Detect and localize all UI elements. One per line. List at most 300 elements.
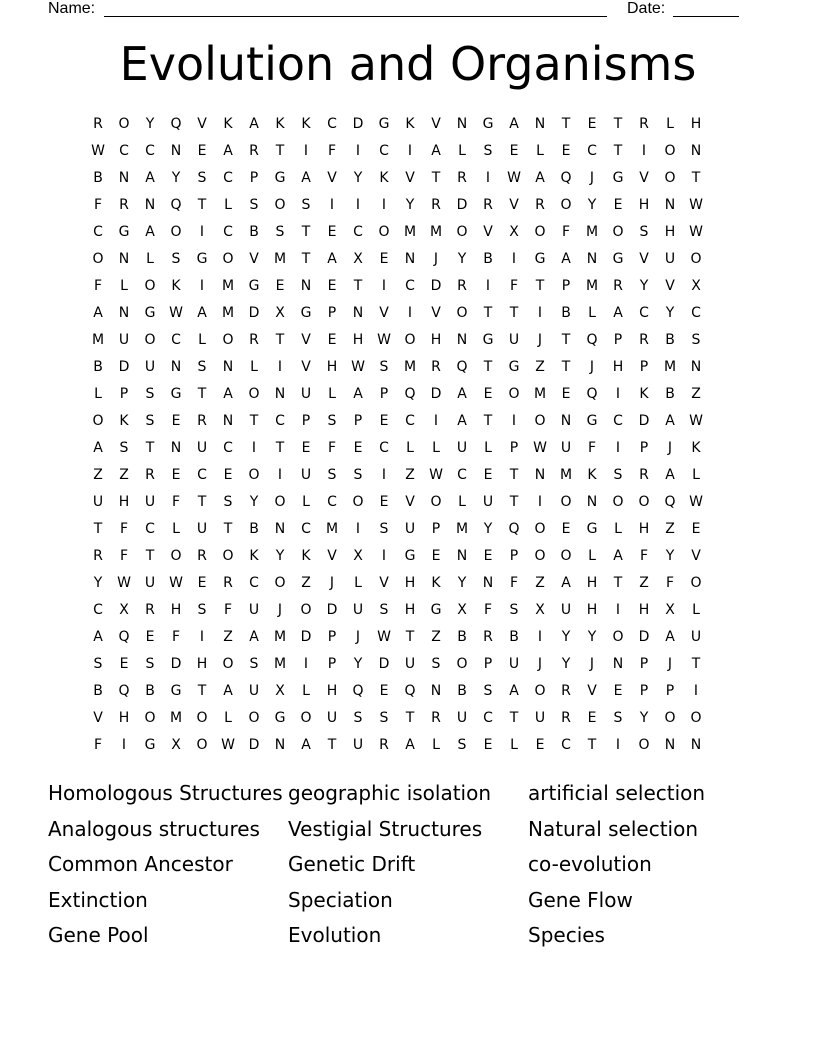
grid-letter: K bbox=[301, 116, 311, 132]
grid-letter: U bbox=[690, 629, 702, 645]
grid-letter: E bbox=[483, 386, 493, 402]
grid-letter: E bbox=[509, 143, 519, 159]
grid-letter: X bbox=[275, 683, 285, 699]
grid-letter: N bbox=[560, 413, 572, 429]
grid-letter: W bbox=[533, 440, 547, 456]
grid-letter: N bbox=[222, 359, 234, 375]
grid-letter: C bbox=[353, 224, 363, 240]
grid-letter: B bbox=[249, 224, 259, 240]
grid-letter: R bbox=[431, 197, 441, 213]
grid-letter: T bbox=[535, 278, 545, 294]
grid-letter: Z bbox=[93, 467, 103, 483]
grid-letter: M bbox=[455, 521, 469, 537]
grid-letter: D bbox=[248, 305, 260, 321]
grid-letter: A bbox=[613, 305, 623, 321]
grid-letter: T bbox=[509, 710, 519, 726]
grid-letter: C bbox=[275, 413, 285, 429]
grid-letter: L bbox=[250, 359, 258, 375]
word-list-item: Common Ancestor bbox=[48, 852, 233, 877]
grid-letter: V bbox=[639, 251, 649, 267]
grid-letter: L bbox=[458, 494, 466, 510]
grid-letter: S bbox=[327, 467, 337, 483]
grid-letter: O bbox=[612, 629, 624, 645]
grid-letter: V bbox=[379, 305, 389, 321]
grid-letter: A bbox=[145, 224, 155, 240]
grid-letter: B bbox=[457, 683, 467, 699]
grid-letter: A bbox=[535, 170, 545, 186]
grid-letter: V bbox=[327, 548, 337, 564]
grid-letter: D bbox=[638, 413, 650, 429]
grid-letter: F bbox=[509, 575, 519, 591]
grid-letter: G bbox=[274, 170, 286, 186]
grid-letter: W bbox=[377, 629, 391, 645]
grid-letter: G bbox=[508, 359, 520, 375]
grid-letter: I bbox=[693, 683, 699, 699]
grid-letter: Y bbox=[665, 305, 675, 321]
grid-letter: F bbox=[223, 602, 233, 618]
grid-letter: O bbox=[222, 332, 234, 348]
grid-letter: S bbox=[197, 170, 207, 186]
grid-letter: S bbox=[483, 143, 493, 159]
grid-letter: O bbox=[534, 548, 546, 564]
grid-letter: X bbox=[457, 602, 467, 618]
grid-letter: G bbox=[170, 683, 182, 699]
grid-letter: T bbox=[509, 494, 519, 510]
grid-letter: O bbox=[170, 224, 182, 240]
grid-letter: U bbox=[352, 602, 364, 618]
grid-letter: I bbox=[121, 737, 127, 753]
grid-letter: C bbox=[93, 602, 103, 618]
grid-row bbox=[85, 273, 735, 300]
grid-letter: J bbox=[433, 251, 439, 267]
grid-letter: T bbox=[275, 143, 285, 159]
grid-letter: J bbox=[589, 170, 595, 186]
grid-letter: H bbox=[586, 575, 598, 591]
word-list-item: Speciation bbox=[288, 887, 393, 912]
grid-letter: G bbox=[430, 602, 442, 618]
grid-letter: N bbox=[456, 116, 468, 132]
grid-letter: A bbox=[93, 305, 103, 321]
grid-letter: E bbox=[379, 413, 389, 429]
grid-letter: A bbox=[223, 143, 233, 159]
grid-letter: K bbox=[639, 386, 649, 402]
grid-letter: I bbox=[355, 521, 361, 537]
grid-letter: B bbox=[93, 170, 103, 186]
grid-letter: H bbox=[638, 602, 650, 618]
grid-letter: A bbox=[457, 386, 467, 402]
grid-letter: W bbox=[429, 467, 443, 483]
grid-letter: H bbox=[586, 602, 598, 618]
grid-letter: T bbox=[405, 629, 415, 645]
grid-letter: O bbox=[612, 494, 624, 510]
grid-letter: O bbox=[534, 413, 546, 429]
grid-letter: E bbox=[379, 494, 389, 510]
grid-letter: I bbox=[537, 629, 543, 645]
grid-letter: C bbox=[301, 521, 311, 537]
grid-letter: T bbox=[197, 494, 207, 510]
grid-letter: W bbox=[351, 359, 365, 375]
word-list-column bbox=[528, 776, 768, 954]
grid-letter: H bbox=[170, 602, 182, 618]
grid-letter: M bbox=[169, 710, 183, 726]
grid-letter: D bbox=[430, 278, 442, 294]
grid-row bbox=[85, 246, 735, 273]
grid-letter: O bbox=[664, 170, 676, 186]
word-list-column bbox=[288, 776, 528, 954]
grid-letter: W bbox=[689, 224, 703, 240]
grid-letter: F bbox=[665, 575, 675, 591]
grid-letter: P bbox=[639, 683, 649, 699]
grid-letter: N bbox=[456, 332, 468, 348]
grid-letter: O bbox=[404, 332, 416, 348]
grid-letter: U bbox=[508, 332, 520, 348]
grid-letter: E bbox=[483, 548, 493, 564]
grid-letter: T bbox=[301, 224, 311, 240]
grid-letter: I bbox=[251, 440, 257, 456]
grid-letter: M bbox=[559, 467, 573, 483]
grid-letter: U bbox=[144, 494, 156, 510]
grid-letter: H bbox=[612, 359, 624, 375]
grid-letter: E bbox=[613, 683, 623, 699]
grid-letter: Q bbox=[118, 683, 130, 699]
grid-letter: Y bbox=[457, 575, 467, 591]
grid-letter: H bbox=[404, 575, 416, 591]
grid-letter: I bbox=[199, 224, 205, 240]
grid-letter: O bbox=[92, 413, 104, 429]
grid-letter: I bbox=[381, 197, 387, 213]
grid-letter: O bbox=[118, 116, 130, 132]
grid-letter: P bbox=[509, 440, 519, 456]
grid-letter: S bbox=[613, 467, 623, 483]
grid-letter: N bbox=[404, 251, 416, 267]
grid-letter: M bbox=[585, 278, 599, 294]
grid-letter: O bbox=[92, 251, 104, 267]
grid-letter: R bbox=[145, 467, 155, 483]
grid-letter: P bbox=[249, 170, 259, 186]
grid-letter: B bbox=[93, 683, 103, 699]
date-blank-line bbox=[673, 16, 739, 17]
grid-letter: X bbox=[119, 602, 129, 618]
grid-letter: K bbox=[379, 170, 389, 186]
grid-letter: H bbox=[664, 224, 676, 240]
grid-letter: N bbox=[222, 413, 234, 429]
grid-letter: I bbox=[407, 305, 413, 321]
grid-letter: C bbox=[171, 332, 181, 348]
grid-letter: M bbox=[91, 332, 105, 348]
grid-letter: F bbox=[171, 629, 181, 645]
grid-letter: Z bbox=[691, 386, 701, 402]
grid-letter: L bbox=[692, 467, 700, 483]
word-list-item: Analogous structures bbox=[48, 816, 260, 841]
grid-letter: B bbox=[457, 629, 467, 645]
grid-letter: T bbox=[275, 332, 285, 348]
grid-letter: Y bbox=[587, 197, 597, 213]
grid-letter: Y bbox=[275, 548, 285, 564]
grid-letter: N bbox=[118, 170, 130, 186]
grid-letter: I bbox=[433, 413, 439, 429]
grid-letter: P bbox=[561, 278, 571, 294]
grid-letter: F bbox=[327, 143, 337, 159]
grid-letter: M bbox=[403, 224, 417, 240]
grid-letter: I bbox=[615, 602, 621, 618]
grid-letter: S bbox=[249, 197, 259, 213]
grid-letter: O bbox=[248, 710, 260, 726]
word-list-item: Gene Flow bbox=[528, 887, 633, 912]
grid-letter: O bbox=[300, 710, 312, 726]
grid-letter: P bbox=[119, 386, 129, 402]
grid-letter: D bbox=[300, 629, 312, 645]
grid-letter: A bbox=[301, 170, 311, 186]
grid-letter: I bbox=[511, 251, 517, 267]
grid-letter: S bbox=[353, 467, 363, 483]
grid-letter: N bbox=[170, 359, 182, 375]
grid-letter: U bbox=[352, 737, 364, 753]
grid-letter: U bbox=[144, 359, 156, 375]
grid-letter: Z bbox=[223, 629, 233, 645]
grid-row bbox=[85, 570, 735, 597]
grid-letter: S bbox=[457, 737, 467, 753]
grid-letter: E bbox=[483, 737, 493, 753]
grid-letter: R bbox=[457, 278, 467, 294]
grid-letter: U bbox=[92, 494, 104, 510]
grid-letter: C bbox=[223, 170, 233, 186]
grid-letter: S bbox=[275, 224, 285, 240]
grid-letter: L bbox=[172, 521, 180, 537]
grid-letter: H bbox=[118, 494, 130, 510]
grid-letter: W bbox=[377, 332, 391, 348]
grid-letter: N bbox=[170, 143, 182, 159]
grid-letter: O bbox=[508, 386, 520, 402]
grid-letter: P bbox=[379, 386, 389, 402]
word-list-item: co-evolution bbox=[528, 852, 652, 877]
grid-letter: M bbox=[273, 656, 287, 672]
grid-letter: I bbox=[329, 197, 335, 213]
grid-letter: S bbox=[93, 656, 103, 672]
grid-letter: O bbox=[638, 494, 650, 510]
grid-letter: G bbox=[612, 251, 624, 267]
grid-letter: Y bbox=[353, 170, 363, 186]
grid-letter: V bbox=[379, 575, 389, 591]
grid-letter: P bbox=[327, 305, 337, 321]
grid-letter: K bbox=[691, 440, 701, 456]
grid-letter: V bbox=[405, 494, 415, 510]
word-list-column bbox=[48, 776, 288, 954]
grid-letter: K bbox=[587, 467, 597, 483]
grid-letter: D bbox=[430, 386, 442, 402]
grid-letter: S bbox=[431, 656, 441, 672]
grid-letter: E bbox=[275, 278, 285, 294]
grid-letter: W bbox=[689, 413, 703, 429]
grid-letter: E bbox=[327, 332, 337, 348]
grid-letter: N bbox=[690, 737, 702, 753]
grid-letter: O bbox=[612, 224, 624, 240]
grid-letter: S bbox=[301, 197, 311, 213]
grid-letter: T bbox=[223, 521, 233, 537]
grid-letter: V bbox=[587, 683, 597, 699]
grid-letter: V bbox=[639, 170, 649, 186]
grid-letter: A bbox=[613, 548, 623, 564]
grid-letter: L bbox=[692, 602, 700, 618]
grid-letter: D bbox=[326, 602, 338, 618]
grid-letter: F bbox=[119, 521, 129, 537]
grid-letter: Y bbox=[639, 278, 649, 294]
grid-row bbox=[85, 705, 735, 732]
grid-letter: O bbox=[196, 710, 208, 726]
grid-letter: I bbox=[277, 359, 283, 375]
grid-letter: F bbox=[93, 278, 103, 294]
grid-row bbox=[85, 624, 735, 651]
grid-letter: R bbox=[535, 197, 545, 213]
grid-letter: U bbox=[248, 683, 260, 699]
grid-letter: B bbox=[145, 683, 155, 699]
grid-letter: M bbox=[221, 305, 235, 321]
grid-letter: O bbox=[144, 710, 156, 726]
grid-letter: S bbox=[197, 602, 207, 618]
grid-letter: P bbox=[327, 629, 337, 645]
grid-letter: P bbox=[353, 413, 363, 429]
grid-letter: N bbox=[534, 467, 546, 483]
grid-letter: Q bbox=[508, 521, 520, 537]
grid-letter: G bbox=[404, 548, 416, 564]
grid-letter: R bbox=[431, 359, 441, 375]
grid-letter: P bbox=[483, 656, 493, 672]
grid-letter: C bbox=[613, 413, 623, 429]
grid-letter: O bbox=[690, 710, 702, 726]
grid-letter: C bbox=[379, 440, 389, 456]
grid-letter: H bbox=[326, 359, 338, 375]
grid-letter: M bbox=[403, 359, 417, 375]
grid-letter: L bbox=[432, 440, 440, 456]
grid-letter: A bbox=[431, 143, 441, 159]
grid-letter: E bbox=[197, 575, 207, 591]
grid-letter: V bbox=[93, 710, 103, 726]
grid-letter: J bbox=[537, 656, 543, 672]
grid-letter: A bbox=[665, 413, 675, 429]
grid-letter: E bbox=[587, 116, 597, 132]
grid-letter: L bbox=[328, 386, 336, 402]
grid-letter: V bbox=[665, 278, 675, 294]
grid-letter: O bbox=[248, 386, 260, 402]
grid-letter: C bbox=[405, 278, 415, 294]
grid-row bbox=[85, 300, 735, 327]
grid-letter: H bbox=[690, 116, 702, 132]
grid-letter: L bbox=[588, 305, 596, 321]
grid-letter: L bbox=[224, 710, 232, 726]
grid-letter: T bbox=[483, 305, 493, 321]
grid-letter: P bbox=[639, 359, 649, 375]
grid-letter: K bbox=[431, 575, 441, 591]
grid-letter: V bbox=[509, 197, 519, 213]
grid-letter: I bbox=[381, 278, 387, 294]
grid-letter: O bbox=[430, 494, 442, 510]
word-list-item: Vestigial Structures bbox=[288, 816, 483, 841]
word-list-item: Natural selection bbox=[528, 816, 699, 841]
grid-letter: L bbox=[588, 548, 596, 564]
date-label: Date: bbox=[627, 0, 666, 17]
grid-letter: I bbox=[381, 548, 387, 564]
grid-letter: S bbox=[145, 656, 155, 672]
grid-letter: O bbox=[664, 143, 676, 159]
grid-letter: E bbox=[171, 467, 181, 483]
grid-letter: U bbox=[300, 467, 312, 483]
grid-letter: H bbox=[638, 197, 650, 213]
grid-letter: A bbox=[223, 683, 233, 699]
grid-letter: B bbox=[509, 629, 519, 645]
grid-letter: O bbox=[274, 494, 286, 510]
grid-letter: G bbox=[482, 116, 494, 132]
grid-letter: J bbox=[355, 629, 361, 645]
grid-letter: G bbox=[274, 710, 286, 726]
grid-letter: Y bbox=[561, 629, 571, 645]
grid-letter: X bbox=[353, 251, 363, 267]
grid-letter: E bbox=[197, 143, 207, 159]
grid-letter: R bbox=[639, 116, 649, 132]
grid-letter: E bbox=[561, 143, 571, 159]
grid-letter: N bbox=[118, 251, 130, 267]
grid-letter: R bbox=[249, 143, 259, 159]
grid-letter: I bbox=[303, 656, 309, 672]
grid-letter: C bbox=[223, 224, 233, 240]
grid-letter: B bbox=[483, 251, 493, 267]
grid-letter: M bbox=[663, 359, 677, 375]
grid-letter: K bbox=[171, 278, 181, 294]
grid-row bbox=[85, 219, 735, 246]
grid-letter: S bbox=[171, 251, 181, 267]
grid-letter: T bbox=[145, 440, 155, 456]
grid-letter: M bbox=[429, 224, 443, 240]
grid-letter: J bbox=[589, 359, 595, 375]
grid-letter: T bbox=[561, 359, 571, 375]
grid-letter: T bbox=[691, 656, 701, 672]
grid-letter: D bbox=[248, 737, 260, 753]
grid-row bbox=[85, 651, 735, 678]
grid-letter: U bbox=[404, 656, 416, 672]
grid-row bbox=[85, 732, 735, 759]
grid-letter: V bbox=[301, 332, 311, 348]
grid-letter: V bbox=[483, 224, 493, 240]
grid-letter: Q bbox=[170, 116, 182, 132]
grid-letter: O bbox=[222, 251, 234, 267]
word-list-item: geographic isolation bbox=[288, 781, 492, 805]
grid-letter: W bbox=[689, 494, 703, 510]
grid-letter: F bbox=[561, 224, 571, 240]
grid-letter: A bbox=[665, 629, 675, 645]
grid-letter: N bbox=[612, 656, 624, 672]
grid-letter: V bbox=[327, 170, 337, 186]
grid-letter: S bbox=[379, 359, 389, 375]
grid-letter: O bbox=[690, 575, 702, 591]
grid-letter: O bbox=[170, 548, 182, 564]
grid-letter: V bbox=[431, 116, 441, 132]
grid-letter: E bbox=[535, 737, 545, 753]
grid-letter: H bbox=[118, 710, 130, 726]
grid-letter: N bbox=[690, 359, 702, 375]
grid-letter: N bbox=[586, 251, 598, 267]
grid-letter: Q bbox=[586, 332, 598, 348]
grid-letter: U bbox=[560, 602, 572, 618]
grid-letter: N bbox=[300, 278, 312, 294]
grid-letter: U bbox=[144, 575, 156, 591]
grid-letter: S bbox=[691, 332, 701, 348]
grid-letter: T bbox=[327, 737, 337, 753]
word-list-item: Genetic Drift bbox=[288, 852, 416, 877]
grid-letter: E bbox=[379, 251, 389, 267]
grid-letter: R bbox=[561, 710, 571, 726]
grid-letter: J bbox=[667, 656, 673, 672]
grid-letter: P bbox=[327, 656, 337, 672]
grid-letter: R bbox=[561, 683, 571, 699]
grid-letter: T bbox=[613, 143, 623, 159]
